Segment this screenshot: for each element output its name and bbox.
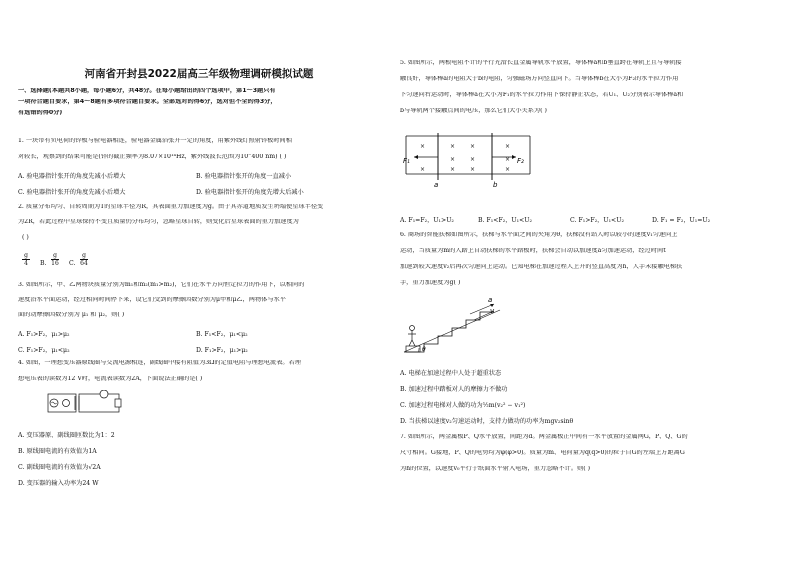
- question-2-paren: ( ): [22, 234, 29, 241]
- label-rod-b: b: [493, 181, 498, 189]
- fraction-numerator: g: [82, 252, 86, 259]
- label-angle-theta: θ: [422, 346, 426, 353]
- question-7-text: 为h的位置，以速度v₀平行于纸面水平射入电场，重力忽略不计。则( ): [400, 466, 591, 472]
- question-4-option-b: B. 原线圈电流的有效值为1A: [18, 448, 97, 455]
- question-4-option-c: C. 副线圈电流的有效值为√2A: [18, 464, 101, 471]
- question-1-option-a: A. 验电器指针张开的角度先减小后增大: [18, 173, 126, 180]
- question-4-text: 4. 如图，一理想变压器原线圈与交流电源相连，副线圈中接有阻值为3Ω的定值电阻与理想电流表。若理: [18, 360, 301, 366]
- question-4-option-d: D. 变压器的输入功率为24 W: [18, 480, 99, 487]
- svg-text:×: ×: [470, 156, 476, 163]
- question-6-text: 加速到较大速度v₂后再次匀速向上运动。已知电梯在加速过程人上升的竖直高度为h，人手未接触电梯扶: [400, 264, 683, 270]
- question-2-option-c-fraction: [78, 252, 90, 267]
- question-3-text: 速度沿水平面运动，经过相同时间停下来，设它们受到的摩擦因数分别为μ甲和μ乙，两物体与水平: [18, 297, 286, 303]
- question-6-option-a: A. 电梯在加速过程中人处于超重状态: [400, 370, 502, 377]
- question-2-option-a-fraction: [20, 252, 32, 267]
- section-instruction-line: 有选错的得0分): [18, 110, 63, 116]
- question-2-text: 2. 质量分布均匀、自转周期为T的星球半径为R，其表面重力加速度为g。由于其赤道地质发生坍塌使星球半径变: [18, 204, 324, 210]
- section-instruction-line: 一、选择题(本题共8小题，每小题6分，共48分。在每小题给出的四个选项中，第1～3题只有: [18, 88, 276, 94]
- question-5-text: b与导轨两个接触点间的电压，那么它们大小关系为( ): [400, 108, 547, 114]
- question-2-text: 为2R，若此过程中星球保持不变且质量仍分布均匀，忽略星球自转，则变化后星球表面的重力加速度为: [18, 219, 299, 225]
- question-5-option-b: B. F₁<F₂，U₁<U₂: [478, 217, 532, 224]
- question-6-text: 6. 商场的智能扶梯如图所示，扶梯与水平面之间的夹角为θ，扶梯没有站人时以较小的速度v₁匀速向上: [400, 232, 678, 238]
- fraction-denominator: 16: [51, 260, 59, 267]
- fraction-denominator: 64: [80, 260, 88, 267]
- question-7-text: 7. 如图所示，两金属板P、Q水平放置，间距为d。两金属板正中间有一水平放置的金属网G，P、Q、G的: [400, 434, 688, 440]
- svg-text:×: ×: [505, 143, 511, 150]
- svg-text:×: ×: [505, 166, 511, 173]
- svg-text:×: ×: [420, 143, 426, 150]
- question-6-option-c: C. 加速过程电梯对人做的功为½m(v₂² − v₁²): [400, 402, 526, 409]
- transformer-circuit-diagram: [46, 390, 126, 416]
- question-1-option-b: B. 验电器指针张开的角度一直减小: [196, 173, 292, 180]
- question-3-option-d: D. F₁>F₂，μ₁>μ₂: [196, 347, 248, 354]
- fraction-numerator: g: [24, 252, 28, 259]
- question-3-option-b: B. F₁<F₂，μ₁<μ₂: [196, 331, 248, 338]
- question-1-option-d: D. 验电器指针张开的角度先增大后减小: [196, 189, 304, 196]
- question-3-text: 3. 如图所示，甲、乙两物块质量分别为m₁和m₂(m₁>m₂)，它们在水平方向恒定拉力的作用下，以相同的: [18, 282, 305, 288]
- magnetic-rails-diagram: [400, 130, 540, 190]
- svg-text:×: ×: [420, 166, 426, 173]
- question-2-option-b-fraction: [49, 252, 61, 267]
- question-6-text: 手，重力加速度为g( ): [400, 280, 461, 286]
- question-5-option-d: D. F₁ = F₂，U₁=U₂: [652, 217, 711, 224]
- question-5-text: 5. 如图所示，两根电阻不计的平行光滑长直金属导轨水平放置，导体棒a和b垂直跨在导轨上且与导轨接: [400, 60, 682, 66]
- fraction-numerator: g: [53, 252, 57, 259]
- question-5-option-c: C. F₁>F₂，U₁<U₂: [570, 217, 624, 224]
- fraction-denominator: 4: [24, 260, 28, 267]
- label-velocity: v: [490, 307, 495, 315]
- question-5-text: 下匀速向右运动时，导体棒a在大小为F₁的水平拉力作用下保持静止状态，若U₁、U₂分别表示导体棒a和: [400, 92, 684, 98]
- question-6-option-d: D. 当扶梯以速度v₂匀速运动时，支持力做功的功率为mgv₂sinθ: [400, 418, 574, 425]
- question-3-text: 面的动摩擦因数分别为 μ₁ 和 μ₂，则( ): [18, 312, 125, 318]
- question-7-text: 尺寸相同。G接地，P、Q的电势均为φ(φ>0)。质量为m、电荷量为q(q>0)的粒子自G的左端上方距离G: [400, 450, 685, 456]
- escalator-diagram: [400, 294, 520, 356]
- svg-text:×: ×: [450, 143, 456, 150]
- svg-text:×: ×: [505, 156, 511, 163]
- question-1-option-c: C. 验电器指针张开的角度先减小后增大: [18, 189, 126, 196]
- question-1-text: 1. 一块带有负电荷的锌板与验电器相连，验电器金属箔张开一定的角度，用紫外线灯照射锌板时间相: [18, 138, 292, 144]
- svg-text:×: ×: [450, 166, 456, 173]
- question-5-option-a: A. F₁=F₂，U₁>U₂: [400, 217, 454, 224]
- left-column: [18, 0, 380, 562]
- label-rod-a: a: [434, 181, 439, 189]
- question-3-option-a: A. F₁>F₂，μ₁>μ₂: [18, 331, 70, 338]
- svg-text:×: ×: [470, 143, 476, 150]
- question-2-option-b-label: B.: [40, 260, 47, 267]
- magnetic-field-markers: [420, 143, 510, 173]
- section-instruction-line: 一项符合题目要求，第4～8题有多项符合题目要求。全部选对的得6分，选对但不全的得3分，: [18, 99, 277, 105]
- svg-text:×: ×: [470, 166, 476, 173]
- question-4-text: 想电压表的读数为12 V时，电流表读数为2A，下面说法正确的是( ): [18, 376, 203, 382]
- right-column: [400, 0, 762, 562]
- label-f1: F₁: [403, 157, 410, 165]
- question-5-text: 触良好，导体棒a的电阻大于b的电阻，匀强磁场方向竖直向下。当导体棒b在大小为F₂的水平拉力作用: [400, 76, 679, 82]
- label-f2: F₂: [517, 157, 524, 165]
- label-acceleration: a: [488, 296, 493, 304]
- question-2-option-c-label: C.: [69, 260, 76, 267]
- question-6-option-b: B. 加速过程中踏板对人的摩擦力不做功: [400, 386, 508, 393]
- question-1-text: 对较长，观察到的结果可能是(锌的截止频率为8.07×10¹⁴Hz，紫外线波长范围为10⁻400 nm) ( ): [18, 154, 287, 160]
- svg-text:×: ×: [450, 156, 456, 163]
- question-6-text: 运动，当质量为m的人踏上自动扶梯的水平踏板时，扶梯会自动以加速度a匀加速运动，经过时间t: [400, 248, 666, 254]
- question-3-option-c: C. F₁>F₂，μ₁<μ₂: [18, 347, 70, 354]
- page-title: 河南省开封县2022届高三年级物理调研模拟试题: [84, 68, 314, 80]
- question-4-option-a: A. 变压器原、副线圈匝数比为1：2: [18, 432, 115, 439]
